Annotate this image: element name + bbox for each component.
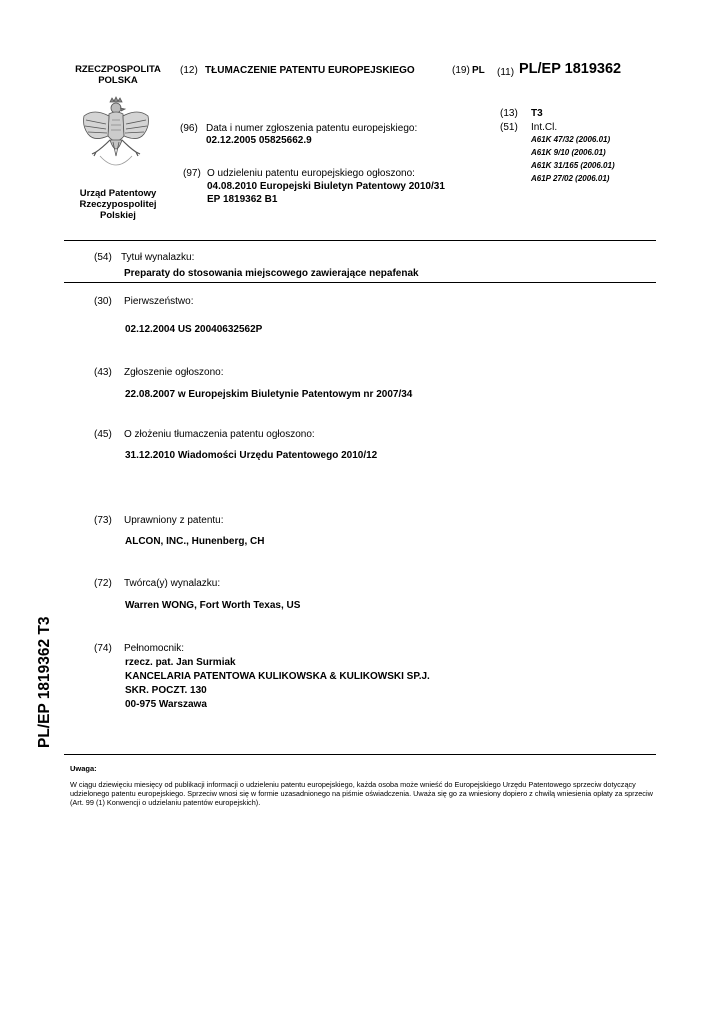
application-label: Data i numer zgłoszenia patentu europejskiego: — [206, 123, 418, 134]
intcl-class: A61K 9/10 (2006.01) — [531, 148, 606, 157]
code-30: (30) — [94, 296, 112, 307]
code-74: (74) — [94, 643, 112, 654]
code-19: (19) — [452, 65, 470, 76]
code-12: (12) — [180, 65, 198, 76]
proprietor-value: ALCON, INC., Hunenberg, CH — [125, 536, 265, 547]
grant-announcement-label: O udzieleniu patentu europejskiego ogłoszono: — [207, 168, 415, 179]
country-line-1: RZECZPOSPOLITA — [75, 64, 161, 75]
code-13: (13) — [500, 108, 518, 119]
intcl-label: Int.Cl. — [531, 122, 558, 133]
application-published-value: 22.08.2007 w Europejskim Biuletynie Patentowym nr 2007/34 — [125, 389, 413, 400]
application-value: 02.12.2005 05825662.9 — [206, 135, 312, 146]
priority-label: Pierwszeństwo: — [124, 296, 194, 307]
intcl-class: A61P 27/02 (2006.01) — [531, 174, 610, 183]
code-96: (96) — [180, 123, 198, 134]
bottom-divider — [64, 754, 656, 755]
office-line-3: Polskiej — [100, 210, 136, 221]
kind-code: T3 — [531, 108, 543, 119]
note-title: Uwaga: — [70, 764, 97, 773]
code-43: (43) — [94, 367, 112, 378]
intcl-class: A61K 47/32 (2006.01) — [531, 135, 611, 144]
attorney-firm: KANCELARIA PATENTOWA KULIKOWSKA & KULIKOWSKI SP.J. — [125, 671, 430, 682]
translation-published-value: 31.12.2010 Wiadomości Urzędu Patentowego 2010/12 — [125, 450, 378, 461]
code-11: (11) — [497, 67, 515, 78]
proprietor-label: Uprawniony z patentu: — [124, 515, 224, 526]
code-73: (73) — [94, 515, 112, 526]
code-72: (72) — [94, 578, 112, 589]
document-type-title: TŁUMACZENIE PATENTU EUROPEJSKIEGO — [205, 65, 415, 76]
intcl-class: A61K 31/165 (2006.01) — [531, 161, 615, 170]
country-name — [64, 64, 172, 86]
code-97: (97) — [183, 168, 201, 179]
header-divider — [64, 240, 656, 241]
priority-value: 02.12.2004 US 20040632562P — [125, 324, 263, 335]
code-45: (45) — [94, 429, 112, 440]
patent-office-name — [64, 188, 172, 221]
country-line-2: POLSKA — [98, 75, 138, 86]
polish-eagle-emblem-icon — [80, 96, 152, 178]
patent-number: PL/EP 1819362 — [519, 61, 622, 77]
side-patent-number: PL/EP 1819362 T3 — [36, 616, 53, 748]
office-line-1: Urząd Patentowy — [79, 188, 157, 199]
translation-published-label: O złożeniu tłumaczenia patentu ogłoszono: — [124, 429, 315, 440]
office-line-2: Rzeczypospolitej — [79, 199, 157, 210]
attorney-label: Pełnomocnik: — [124, 643, 185, 654]
grant-announcement-value: 04.08.2010 Europejski Biuletyn Patentowy 2010/31 — [207, 181, 445, 192]
attorney-name: rzecz. pat. Jan Surmiak — [125, 657, 236, 668]
title-divider — [64, 282, 656, 283]
inventor-value: Warren WONG, Fort Worth Texas, US — [125, 600, 301, 611]
note-text: W ciągu dziewięciu miesięcy od publikacji informacji o udzieleniu patentu europejskiego, każda osoba może wnieść do Europejskiego Urzędu Patentowego sprzeciw dotyczący udzielonego patentu europejskiego. Sprzeciw wnosi się w formie uzasadnionego na piśmie oświadczenia. Uważa się go za wniesiony dopiero z chwilą wniesienia opłaty za sprzeciw (Art. 99 (1) Konwencji o udzielaniu patentów europejskich). — [70, 780, 653, 807]
attorney-po-box: SKR. POCZT. 130 — [125, 685, 207, 696]
grant-publication-number: EP 1819362 B1 — [207, 194, 278, 205]
inventor-label: Twórca(y) wynalazku: — [124, 578, 221, 589]
code-54: (54) — [94, 252, 112, 263]
attorney-city: 00-975 Warszawa — [125, 699, 207, 710]
invention-title: Preparaty do stosowania miejscowego zawierające nepafenak — [124, 268, 419, 279]
title-label: Tytuł wynalazku: — [121, 252, 195, 263]
country-code: PL — [472, 65, 485, 76]
application-published-label: Zgłoszenie ogłoszono: — [124, 367, 224, 378]
code-51: (51) — [500, 122, 518, 133]
